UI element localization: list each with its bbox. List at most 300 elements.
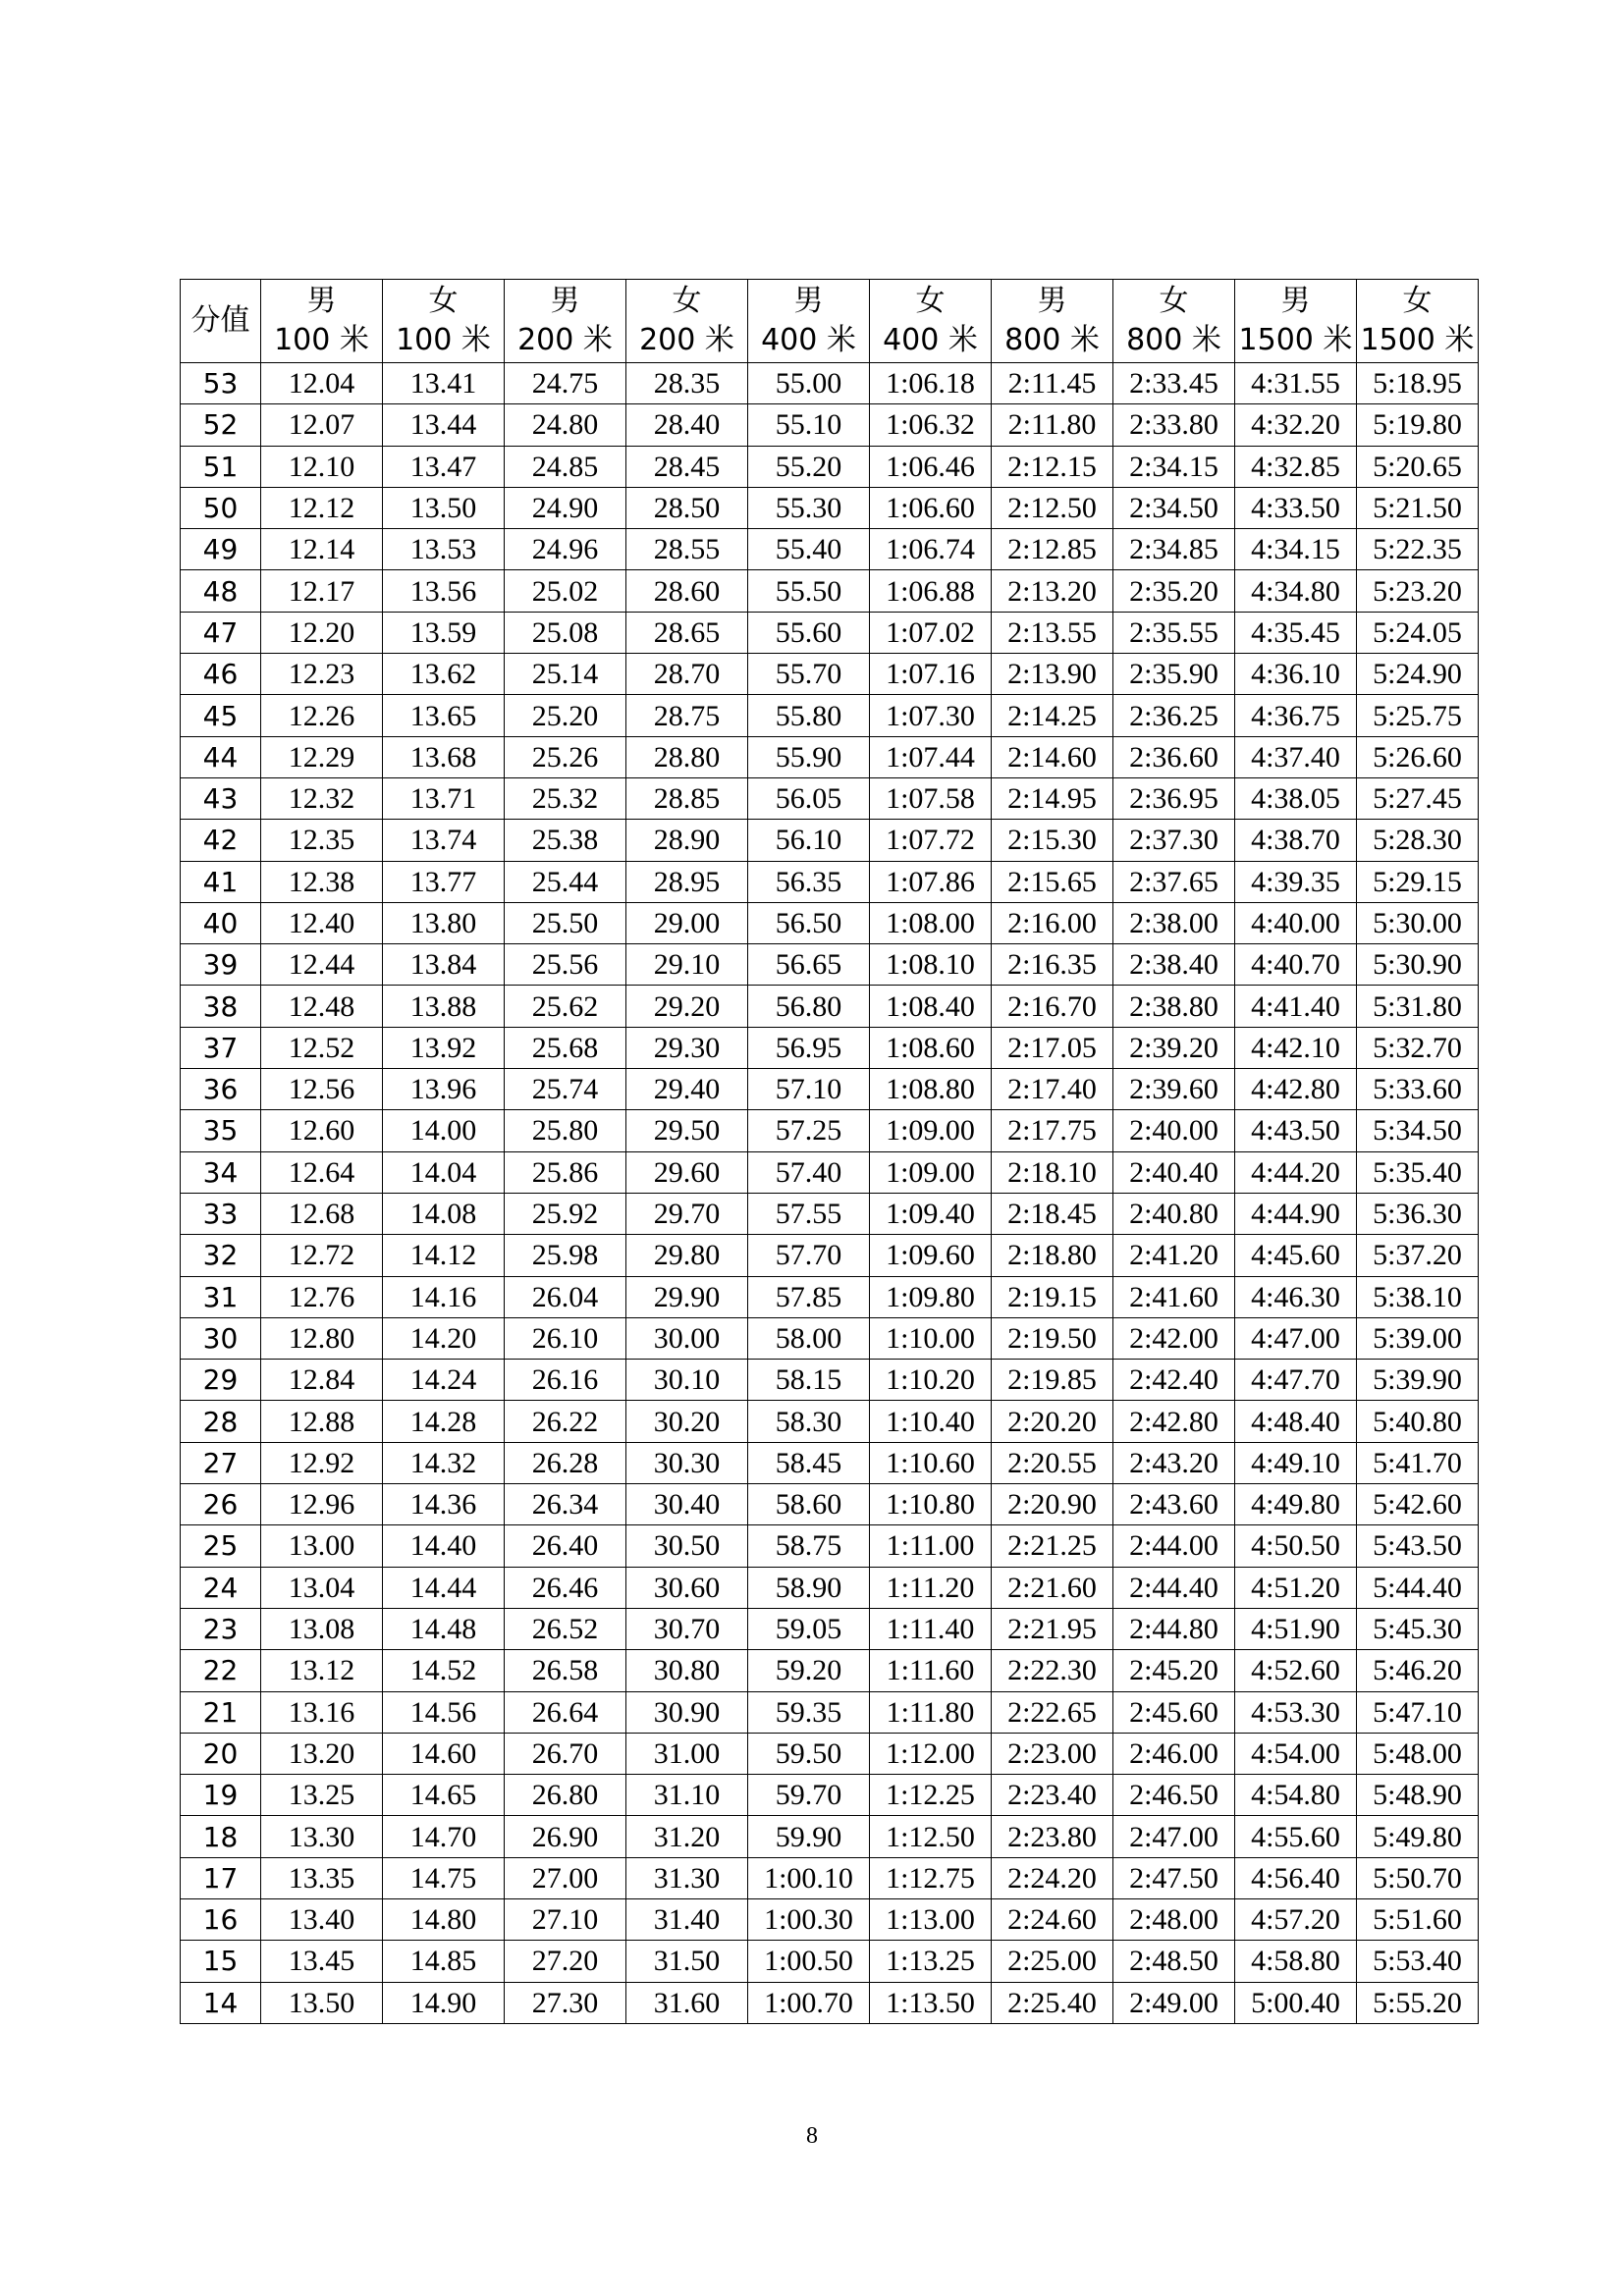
table-row bbox=[181, 902, 1479, 943]
score-cell: 23 bbox=[181, 1608, 261, 1649]
time-cell: 14.48 bbox=[383, 1608, 505, 1649]
time-cell: 13.74 bbox=[383, 820, 505, 861]
column-event: 1500 米 bbox=[1238, 323, 1353, 357]
time-cell: 14.08 bbox=[383, 1193, 505, 1234]
time-cell: 2:20.55 bbox=[992, 1442, 1113, 1483]
time-cell: 25.98 bbox=[505, 1235, 626, 1276]
table-row bbox=[181, 1816, 1479, 1857]
time-cell: 2:40.00 bbox=[1113, 1110, 1235, 1151]
time-cell: 26.70 bbox=[505, 1733, 626, 1774]
column-header bbox=[383, 280, 505, 363]
time-cell: 5:23.20 bbox=[1357, 570, 1479, 612]
time-cell: 24.96 bbox=[505, 529, 626, 570]
time-cell: 13.88 bbox=[383, 986, 505, 1027]
time-cell: 2:35.55 bbox=[1113, 612, 1235, 653]
time-cell: 2:17.05 bbox=[992, 1027, 1113, 1068]
time-cell: 13.35 bbox=[261, 1857, 383, 1898]
score-cell: 39 bbox=[181, 944, 261, 986]
time-cell: 5:34.50 bbox=[1357, 1110, 1479, 1151]
time-cell: 26.40 bbox=[505, 1525, 626, 1567]
time-cell: 5:55.20 bbox=[1357, 1982, 1479, 2023]
time-cell: 27.20 bbox=[505, 1941, 626, 1982]
time-cell: 5:30.90 bbox=[1357, 944, 1479, 986]
time-cell: 55.80 bbox=[748, 695, 870, 736]
time-cell: 1:06.60 bbox=[870, 487, 992, 528]
time-cell: 56.05 bbox=[748, 777, 870, 819]
time-cell: 30.90 bbox=[626, 1691, 748, 1733]
time-cell: 30.80 bbox=[626, 1650, 748, 1691]
time-cell: 57.40 bbox=[748, 1151, 870, 1193]
time-cell: 2:14.95 bbox=[992, 777, 1113, 819]
table-row bbox=[181, 404, 1479, 446]
time-cell: 4:52.60 bbox=[1235, 1650, 1357, 1691]
score-cell: 40 bbox=[181, 902, 261, 943]
time-cell: 13.56 bbox=[383, 570, 505, 612]
score-cell: 36 bbox=[181, 1069, 261, 1110]
time-cell: 2:36.95 bbox=[1113, 777, 1235, 819]
time-cell: 57.25 bbox=[748, 1110, 870, 1151]
time-cell: 2:48.00 bbox=[1113, 1898, 1235, 1940]
time-cell: 5:48.00 bbox=[1357, 1733, 1479, 1774]
table-row bbox=[181, 1110, 1479, 1151]
time-cell: 27.30 bbox=[505, 1982, 626, 2023]
time-cell: 29.10 bbox=[626, 944, 748, 986]
time-cell: 1:07.02 bbox=[870, 612, 992, 653]
score-cell: 52 bbox=[181, 404, 261, 446]
time-cell: 2:33.80 bbox=[1113, 404, 1235, 446]
time-cell: 2:21.25 bbox=[992, 1525, 1113, 1567]
time-cell: 58.60 bbox=[748, 1484, 870, 1525]
time-cell: 28.85 bbox=[626, 777, 748, 819]
time-cell: 5:51.60 bbox=[1357, 1898, 1479, 1940]
time-cell: 2:47.00 bbox=[1113, 1816, 1235, 1857]
time-cell: 5:28.30 bbox=[1357, 820, 1479, 861]
time-cell: 14.28 bbox=[383, 1401, 505, 1442]
score-cell: 29 bbox=[181, 1360, 261, 1401]
time-cell: 13.40 bbox=[261, 1898, 383, 1940]
time-cell: 28.65 bbox=[626, 612, 748, 653]
time-cell: 1:12.75 bbox=[870, 1857, 992, 1898]
time-cell: 56.50 bbox=[748, 902, 870, 943]
time-cell: 25.20 bbox=[505, 695, 626, 736]
column-gender: 男 bbox=[550, 284, 580, 318]
time-cell: 1:09.60 bbox=[870, 1235, 992, 1276]
time-cell: 28.90 bbox=[626, 820, 748, 861]
column-header bbox=[1357, 280, 1479, 363]
score-cell: 25 bbox=[181, 1525, 261, 1567]
time-cell: 59.20 bbox=[748, 1650, 870, 1691]
time-cell: 29.90 bbox=[626, 1276, 748, 1317]
table-row bbox=[181, 363, 1479, 404]
time-cell: 1:11.80 bbox=[870, 1691, 992, 1733]
score-cell: 49 bbox=[181, 529, 261, 570]
table-row bbox=[181, 529, 1479, 570]
column-event: 100 米 bbox=[396, 323, 491, 357]
time-cell: 13.84 bbox=[383, 944, 505, 986]
time-cell: 13.96 bbox=[383, 1069, 505, 1110]
time-cell: 4:41.40 bbox=[1235, 986, 1357, 1027]
time-cell: 4:47.70 bbox=[1235, 1360, 1357, 1401]
time-cell: 14.44 bbox=[383, 1567, 505, 1608]
time-cell: 2:37.65 bbox=[1113, 861, 1235, 902]
time-cell: 1:09.40 bbox=[870, 1193, 992, 1234]
time-cell: 5:35.40 bbox=[1357, 1151, 1479, 1193]
time-cell: 5:47.10 bbox=[1357, 1691, 1479, 1733]
time-cell: 12.84 bbox=[261, 1360, 383, 1401]
time-cell: 30.10 bbox=[626, 1360, 748, 1401]
time-cell: 12.32 bbox=[261, 777, 383, 819]
column-event: 100 米 bbox=[274, 323, 369, 357]
time-cell: 5:42.60 bbox=[1357, 1484, 1479, 1525]
time-cell: 26.46 bbox=[505, 1567, 626, 1608]
time-cell: 29.30 bbox=[626, 1027, 748, 1068]
time-cell: 13.44 bbox=[383, 404, 505, 446]
time-cell: 1:00.70 bbox=[748, 1982, 870, 2023]
column-gender: 男 bbox=[793, 284, 824, 318]
time-cell: 14.52 bbox=[383, 1650, 505, 1691]
time-cell: 5:26.60 bbox=[1357, 736, 1479, 777]
time-cell: 2:44.40 bbox=[1113, 1567, 1235, 1608]
time-cell: 55.90 bbox=[748, 736, 870, 777]
time-cell: 2:36.25 bbox=[1113, 695, 1235, 736]
time-cell: 14.16 bbox=[383, 1276, 505, 1317]
time-cell: 2:17.40 bbox=[992, 1069, 1113, 1110]
time-cell: 12.38 bbox=[261, 861, 383, 902]
time-cell: 2:45.20 bbox=[1113, 1650, 1235, 1691]
time-cell: 14.00 bbox=[383, 1110, 505, 1151]
time-cell: 12.60 bbox=[261, 1110, 383, 1151]
time-cell: 31.00 bbox=[626, 1733, 748, 1774]
score-cell: 27 bbox=[181, 1442, 261, 1483]
time-cell: 2:41.60 bbox=[1113, 1276, 1235, 1317]
time-cell: 2:39.20 bbox=[1113, 1027, 1235, 1068]
score-cell: 47 bbox=[181, 612, 261, 653]
time-cell: 1:12.25 bbox=[870, 1775, 992, 1816]
time-cell: 2:41.20 bbox=[1113, 1235, 1235, 1276]
time-cell: 4:32.20 bbox=[1235, 404, 1357, 446]
time-cell: 30.40 bbox=[626, 1484, 748, 1525]
table-row bbox=[181, 1941, 1479, 1982]
time-cell: 2:35.20 bbox=[1113, 570, 1235, 612]
time-cell: 1:09.00 bbox=[870, 1110, 992, 1151]
time-cell: 4:44.90 bbox=[1235, 1193, 1357, 1234]
time-cell: 1:07.44 bbox=[870, 736, 992, 777]
time-cell: 56.35 bbox=[748, 861, 870, 902]
time-cell: 1:08.40 bbox=[870, 986, 992, 1027]
table-row bbox=[181, 1857, 1479, 1898]
time-cell: 26.80 bbox=[505, 1775, 626, 1816]
score-cell: 53 bbox=[181, 363, 261, 404]
time-cell: 2:18.45 bbox=[992, 1193, 1113, 1234]
time-cell: 5:44.40 bbox=[1357, 1567, 1479, 1608]
column-gender: 女 bbox=[672, 284, 702, 318]
time-cell: 5:50.70 bbox=[1357, 1857, 1479, 1898]
time-cell: 4:57.20 bbox=[1235, 1898, 1357, 1940]
table-row bbox=[181, 654, 1479, 695]
time-cell: 12.48 bbox=[261, 986, 383, 1027]
time-cell: 2:22.65 bbox=[992, 1691, 1113, 1733]
column-header bbox=[505, 280, 626, 363]
time-cell: 13.45 bbox=[261, 1941, 383, 1982]
column-event: 200 米 bbox=[639, 323, 734, 357]
time-cell: 4:39.35 bbox=[1235, 861, 1357, 902]
time-cell: 4:40.70 bbox=[1235, 944, 1357, 986]
time-cell: 13.53 bbox=[383, 529, 505, 570]
time-cell: 13.80 bbox=[383, 902, 505, 943]
time-cell: 59.05 bbox=[748, 1608, 870, 1649]
time-cell: 4:53.30 bbox=[1235, 1691, 1357, 1733]
time-cell: 5:48.90 bbox=[1357, 1775, 1479, 1816]
time-cell: 4:40.00 bbox=[1235, 902, 1357, 943]
time-cell: 2:19.15 bbox=[992, 1276, 1113, 1317]
time-cell: 12.40 bbox=[261, 902, 383, 943]
table-row bbox=[181, 1484, 1479, 1525]
table-row bbox=[181, 1193, 1479, 1234]
time-cell: 1:08.60 bbox=[870, 1027, 992, 1068]
time-cell: 4:36.10 bbox=[1235, 654, 1357, 695]
time-cell: 12.56 bbox=[261, 1069, 383, 1110]
time-cell: 5:25.75 bbox=[1357, 695, 1479, 736]
time-cell: 12.29 bbox=[261, 736, 383, 777]
column-event: 800 米 bbox=[1126, 323, 1221, 357]
table-row bbox=[181, 1775, 1479, 1816]
time-cell: 31.20 bbox=[626, 1816, 748, 1857]
time-cell: 59.70 bbox=[748, 1775, 870, 1816]
score-cell: 26 bbox=[181, 1484, 261, 1525]
time-cell: 1:00.50 bbox=[748, 1941, 870, 1982]
time-cell: 59.35 bbox=[748, 1691, 870, 1733]
time-cell: 2:34.50 bbox=[1113, 487, 1235, 528]
time-cell: 25.08 bbox=[505, 612, 626, 653]
time-cell: 12.17 bbox=[261, 570, 383, 612]
time-cell: 4:48.40 bbox=[1235, 1401, 1357, 1442]
time-cell: 25.92 bbox=[505, 1193, 626, 1234]
time-cell: 2:40.40 bbox=[1113, 1151, 1235, 1193]
time-cell: 1:08.80 bbox=[870, 1069, 992, 1110]
time-cell: 2:24.20 bbox=[992, 1857, 1113, 1898]
time-cell: 14.70 bbox=[383, 1816, 505, 1857]
time-cell: 2:16.35 bbox=[992, 944, 1113, 986]
time-cell: 57.70 bbox=[748, 1235, 870, 1276]
time-cell: 5:39.00 bbox=[1357, 1317, 1479, 1359]
column-header bbox=[1235, 280, 1357, 363]
score-cell: 21 bbox=[181, 1691, 261, 1733]
column-gender: 女 bbox=[1402, 284, 1433, 318]
page-number: 8 bbox=[806, 2123, 818, 2149]
time-cell: 5:00.40 bbox=[1235, 1982, 1357, 2023]
table-row bbox=[181, 1733, 1479, 1774]
time-cell: 26.34 bbox=[505, 1484, 626, 1525]
time-cell: 55.10 bbox=[748, 404, 870, 446]
time-cell: 13.25 bbox=[261, 1775, 383, 1816]
time-cell: 13.30 bbox=[261, 1816, 383, 1857]
time-cell: 28.60 bbox=[626, 570, 748, 612]
time-cell: 2:33.45 bbox=[1113, 363, 1235, 404]
time-cell: 31.10 bbox=[626, 1775, 748, 1816]
time-cell: 4:47.00 bbox=[1235, 1317, 1357, 1359]
column-header bbox=[748, 280, 870, 363]
score-cell: 16 bbox=[181, 1898, 261, 1940]
time-cell: 4:36.75 bbox=[1235, 695, 1357, 736]
time-cell: 25.38 bbox=[505, 820, 626, 861]
time-cell: 12.68 bbox=[261, 1193, 383, 1234]
table-row bbox=[181, 1650, 1479, 1691]
time-cell: 2:17.75 bbox=[992, 1110, 1113, 1151]
score-cell: 33 bbox=[181, 1193, 261, 1234]
time-cell: 13.68 bbox=[383, 736, 505, 777]
score-column-header: 分值 bbox=[181, 280, 261, 363]
time-cell: 26.22 bbox=[505, 1401, 626, 1442]
time-cell: 5:53.40 bbox=[1357, 1941, 1479, 1982]
time-cell: 2:20.20 bbox=[992, 1401, 1113, 1442]
time-cell: 29.20 bbox=[626, 986, 748, 1027]
time-cell: 28.80 bbox=[626, 736, 748, 777]
column-event: 200 米 bbox=[517, 323, 613, 357]
score-cell: 24 bbox=[181, 1567, 261, 1608]
score-cell: 50 bbox=[181, 487, 261, 528]
time-cell: 4:51.20 bbox=[1235, 1567, 1357, 1608]
table-row bbox=[181, 1567, 1479, 1608]
time-cell: 1:08.00 bbox=[870, 902, 992, 943]
time-cell: 4:51.90 bbox=[1235, 1608, 1357, 1649]
time-cell: 5:38.10 bbox=[1357, 1276, 1479, 1317]
time-cell: 2:22.30 bbox=[992, 1650, 1113, 1691]
table-row bbox=[181, 1982, 1479, 2023]
time-cell: 29.80 bbox=[626, 1235, 748, 1276]
time-cell: 5:49.80 bbox=[1357, 1816, 1479, 1857]
time-cell: 14.85 bbox=[383, 1941, 505, 1982]
time-cell: 1:10.60 bbox=[870, 1442, 992, 1483]
time-cell: 13.59 bbox=[383, 612, 505, 653]
time-cell: 4:49.10 bbox=[1235, 1442, 1357, 1483]
scoring-table bbox=[180, 279, 1479, 2024]
time-cell: 14.80 bbox=[383, 1898, 505, 1940]
score-cell: 17 bbox=[181, 1857, 261, 1898]
time-cell: 14.90 bbox=[383, 1982, 505, 2023]
table-row bbox=[181, 612, 1479, 653]
time-cell: 14.24 bbox=[383, 1360, 505, 1401]
time-cell: 14.32 bbox=[383, 1442, 505, 1483]
time-cell: 14.56 bbox=[383, 1691, 505, 1733]
time-cell: 14.20 bbox=[383, 1317, 505, 1359]
score-cell: 32 bbox=[181, 1235, 261, 1276]
table-row bbox=[181, 487, 1479, 528]
time-cell: 25.26 bbox=[505, 736, 626, 777]
score-cell: 28 bbox=[181, 1401, 261, 1442]
time-cell: 1:11.00 bbox=[870, 1525, 992, 1567]
time-cell: 55.50 bbox=[748, 570, 870, 612]
table-row bbox=[181, 1235, 1479, 1276]
time-cell: 5:33.60 bbox=[1357, 1069, 1479, 1110]
time-cell: 29.70 bbox=[626, 1193, 748, 1234]
time-cell: 2:45.60 bbox=[1113, 1691, 1235, 1733]
time-cell: 56.80 bbox=[748, 986, 870, 1027]
time-cell: 4:56.40 bbox=[1235, 1857, 1357, 1898]
time-cell: 24.75 bbox=[505, 363, 626, 404]
time-cell: 2:25.40 bbox=[992, 1982, 1113, 2023]
column-header bbox=[261, 280, 383, 363]
time-cell: 30.30 bbox=[626, 1442, 748, 1483]
time-cell: 14.60 bbox=[383, 1733, 505, 1774]
time-cell: 25.14 bbox=[505, 654, 626, 695]
time-cell: 24.85 bbox=[505, 446, 626, 487]
table-row bbox=[181, 1027, 1479, 1068]
time-cell: 2:34.15 bbox=[1113, 446, 1235, 487]
time-cell: 28.40 bbox=[626, 404, 748, 446]
time-cell: 25.86 bbox=[505, 1151, 626, 1193]
time-cell: 4:50.50 bbox=[1235, 1525, 1357, 1567]
table-row bbox=[181, 944, 1479, 986]
time-cell: 2:12.50 bbox=[992, 487, 1113, 528]
time-cell: 2:43.60 bbox=[1113, 1484, 1235, 1525]
time-cell: 12.20 bbox=[261, 612, 383, 653]
table-row bbox=[181, 736, 1479, 777]
time-cell: 55.40 bbox=[748, 529, 870, 570]
time-cell: 4:54.00 bbox=[1235, 1733, 1357, 1774]
time-cell: 5:46.20 bbox=[1357, 1650, 1479, 1691]
time-cell: 12.96 bbox=[261, 1484, 383, 1525]
time-cell: 27.00 bbox=[505, 1857, 626, 1898]
time-cell: 2:37.30 bbox=[1113, 820, 1235, 861]
time-cell: 4:43.50 bbox=[1235, 1110, 1357, 1151]
time-cell: 1:06.74 bbox=[870, 529, 992, 570]
time-cell: 5:19.80 bbox=[1357, 404, 1479, 446]
time-cell: 12.52 bbox=[261, 1027, 383, 1068]
time-cell: 24.90 bbox=[505, 487, 626, 528]
time-cell: 58.15 bbox=[748, 1360, 870, 1401]
time-cell: 2:42.80 bbox=[1113, 1401, 1235, 1442]
score-cell: 44 bbox=[181, 736, 261, 777]
column-gender: 男 bbox=[1280, 284, 1311, 318]
time-cell: 1:07.86 bbox=[870, 861, 992, 902]
time-cell: 2:14.25 bbox=[992, 695, 1113, 736]
time-cell: 4:58.80 bbox=[1235, 1941, 1357, 1982]
time-cell: 5:40.80 bbox=[1357, 1401, 1479, 1442]
time-cell: 2:18.80 bbox=[992, 1235, 1113, 1276]
column-header bbox=[992, 280, 1113, 363]
score-cell: 43 bbox=[181, 777, 261, 819]
time-cell: 1:13.00 bbox=[870, 1898, 992, 1940]
time-cell: 4:31.55 bbox=[1235, 363, 1357, 404]
time-cell: 2:47.50 bbox=[1113, 1857, 1235, 1898]
time-cell: 5:31.80 bbox=[1357, 986, 1479, 1027]
time-cell: 5:24.90 bbox=[1357, 654, 1479, 695]
time-cell: 1:07.58 bbox=[870, 777, 992, 819]
time-cell: 4:34.80 bbox=[1235, 570, 1357, 612]
time-cell: 12.07 bbox=[261, 404, 383, 446]
table-row bbox=[181, 1360, 1479, 1401]
score-cell: 30 bbox=[181, 1317, 261, 1359]
time-cell: 2:18.10 bbox=[992, 1151, 1113, 1193]
score-cell: 38 bbox=[181, 986, 261, 1027]
time-cell: 55.60 bbox=[748, 612, 870, 653]
time-cell: 30.20 bbox=[626, 1401, 748, 1442]
time-cell: 1:11.60 bbox=[870, 1650, 992, 1691]
time-cell: 13.92 bbox=[383, 1027, 505, 1068]
time-cell: 25.50 bbox=[505, 902, 626, 943]
time-cell: 5:21.50 bbox=[1357, 487, 1479, 528]
time-cell: 58.75 bbox=[748, 1525, 870, 1567]
score-cell: 48 bbox=[181, 570, 261, 612]
time-cell: 25.56 bbox=[505, 944, 626, 986]
time-cell: 2:20.90 bbox=[992, 1484, 1113, 1525]
table-row bbox=[181, 1151, 1479, 1193]
time-cell: 12.10 bbox=[261, 446, 383, 487]
time-cell: 2:21.95 bbox=[992, 1608, 1113, 1649]
time-cell: 2:16.00 bbox=[992, 902, 1113, 943]
time-cell: 58.45 bbox=[748, 1442, 870, 1483]
time-cell: 1:06.32 bbox=[870, 404, 992, 446]
